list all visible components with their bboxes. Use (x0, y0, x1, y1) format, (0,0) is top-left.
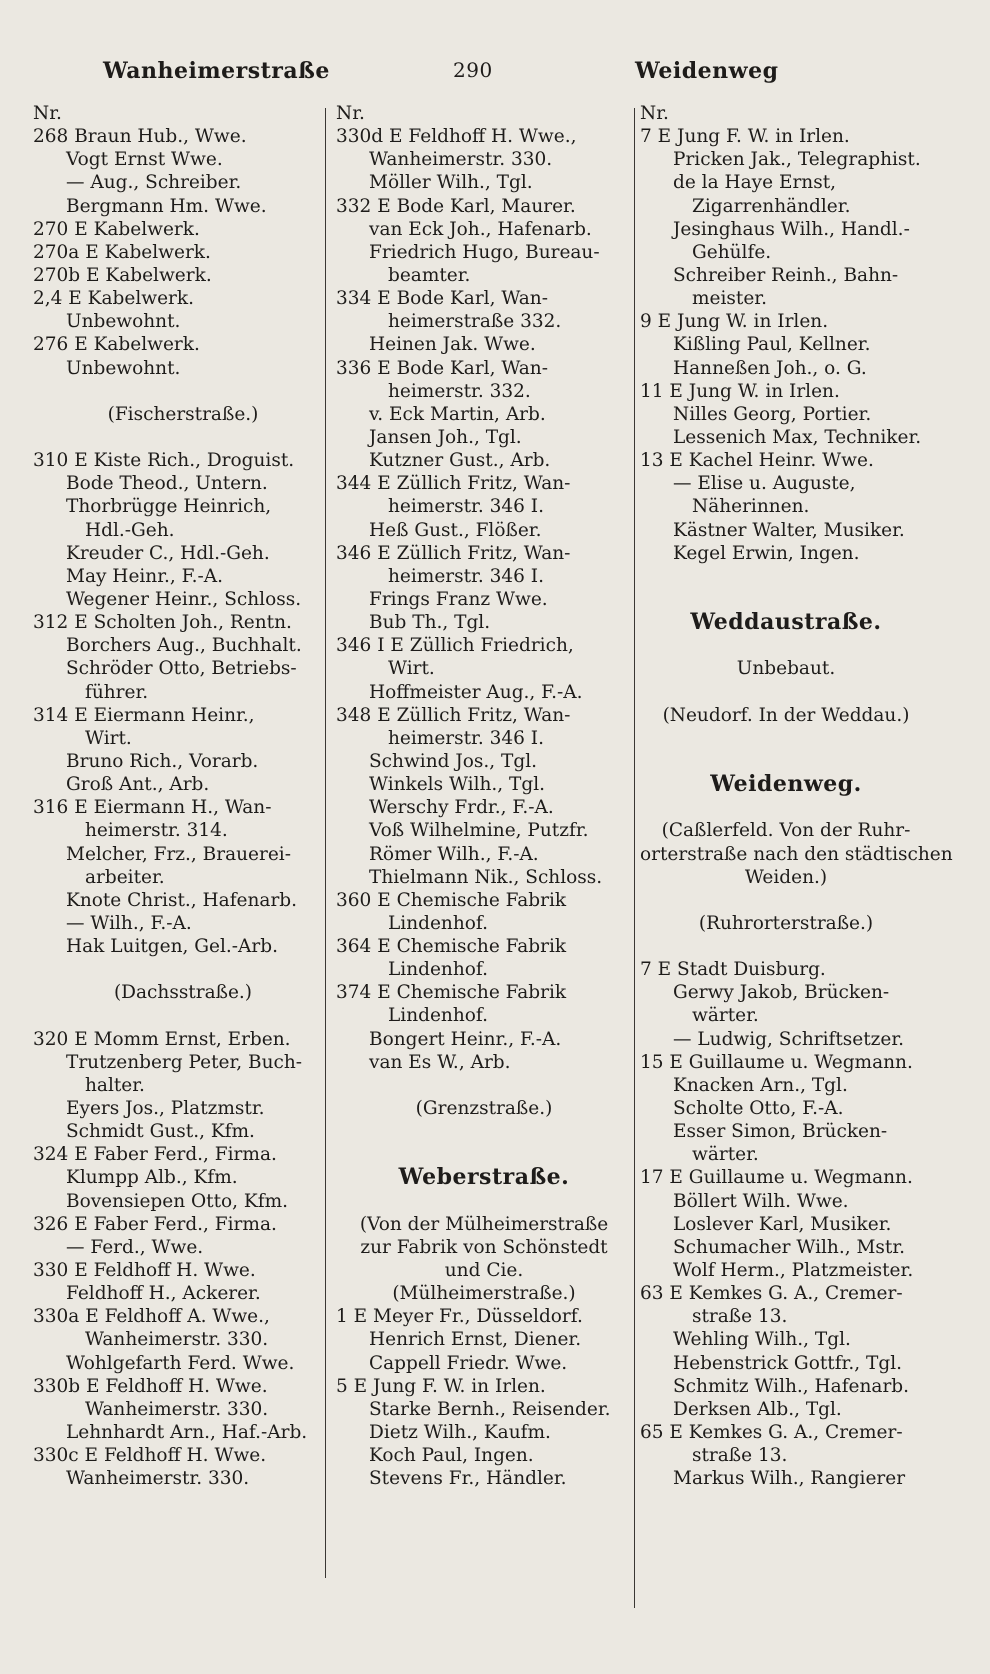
directory-line: 330b E Feldhoff H. Wwe. (33, 1375, 268, 1397)
directory-line: beamter. (388, 264, 471, 286)
directory-line: Bergmann Hm. Wwe. (66, 195, 267, 217)
directory-line: Schwind Jos., Tgl. (369, 750, 538, 772)
section-note: Weiden.) (744, 866, 828, 888)
section-note: (Fischerstraße.) (107, 403, 259, 425)
directory-line: Heinen Jak. Wwe. (369, 334, 536, 356)
directory-line: Cappell Friedr. Wwe. (369, 1352, 568, 1374)
blank-line (640, 889, 932, 912)
directory-line: de la Haye Ernst, (673, 172, 837, 194)
directory-line: Voß Wilhelmine, Putzfr. (369, 820, 589, 842)
directory-line: 5 E Jung F. W. in Irlen. (336, 1375, 546, 1397)
directory-line: 270b E Kabelwerk. (33, 264, 212, 286)
directory-line: Lindenhof. (388, 959, 488, 981)
directory-line: Bub Th., Tgl. (369, 612, 491, 634)
directory-line: Dietz Wilh., Kaufm. (369, 1422, 551, 1444)
directory-line: 270 E Kabelwerk. (33, 218, 200, 240)
blank-line (33, 426, 333, 449)
directory-line: Vogt Ernst Wwe. (66, 149, 223, 171)
directory-line: Jesinghaus Wilh., Handl.- (673, 218, 910, 240)
blank-line (640, 750, 932, 773)
directory-line: 11 E Jung W. in Irlen. (640, 380, 840, 402)
directory-line: Bovensiepen Otto, Kfm. (66, 1190, 289, 1212)
directory-line: Frings Franz Wwe. (369, 588, 548, 610)
directory-line: 63 E Kemkes G. A., Cremer- (640, 1283, 903, 1305)
directory-line: heimerstr. 346 I. (388, 496, 544, 518)
column-left (33, 102, 333, 1490)
directory-line: 330d E Feldhoff H. Wwe., (336, 126, 577, 148)
directory-line: 346 I E Züllich Friedrich, (336, 635, 574, 657)
section-note: (Caßlerfeld. Von der Ruhr- (661, 820, 911, 842)
directory-line: Thorbrügge Heinrich, (66, 496, 272, 518)
directory-line: straße 13. (692, 1306, 788, 1328)
directory-line: 1 E Meyer Fr., Düsseldorf. (336, 1306, 583, 1328)
blank-line (640, 588, 932, 611)
blank-line (336, 1074, 632, 1097)
directory-line: Borchers Aug., Buchhalt. (66, 635, 302, 657)
blank-line (640, 796, 932, 819)
directory-line: 316 E Eiermann H., Wan- (33, 797, 272, 819)
directory-line: 344 E Züllich Fritz, Wan- (336, 473, 571, 495)
section-note: (Mülheimerstraße.) (392, 1283, 576, 1305)
directory-line: Böllert Wilh. Wwe. (673, 1190, 849, 1212)
directory-line: führer. (85, 681, 149, 703)
directory-line: Hanneßen Joh., o. G. (673, 357, 867, 379)
directory-line: Nr. (33, 103, 62, 124)
section-note: (Ruhrorterstraße.) (698, 912, 874, 934)
directory-line: — Wilh., F.-A. (66, 912, 192, 934)
directory-line: 324 E Faber Ferd., Firma. (33, 1144, 277, 1166)
directory-line: Wolf Herm., Platzmeister. (673, 1260, 914, 1282)
directory-line: Scholte Otto, F.-A. (673, 1098, 844, 1120)
directory-line: — Elise u. Auguste, (673, 473, 856, 495)
directory-line: Feldhoff H., Ackerer. (66, 1283, 261, 1305)
blank-line (336, 1120, 632, 1143)
directory-line: 330a E Feldhoff A. Wwe., (33, 1306, 270, 1328)
directory-line: straße 13. (692, 1445, 788, 1467)
directory-line: 312 E Scholten Joh., Rentn. (33, 612, 292, 634)
directory-line: Nr. (640, 103, 669, 124)
directory-line: Wohlgefarth Ferd. Wwe. (66, 1352, 295, 1374)
directory-line: Römer Wilh., F.-A. (369, 843, 539, 865)
section-note: und Cie. (444, 1260, 524, 1282)
directory-line: Schmitz Wilh., Hafenarb. (673, 1375, 910, 1397)
directory-line: Schumacher Wilh., Mstr. (673, 1236, 906, 1258)
directory-line: Näherinnen. (692, 496, 810, 518)
directory-line: van Eck Joh., Hafenarb. (369, 218, 592, 240)
directory-line: 374 E Chemische Fabrik (336, 982, 567, 1004)
directory-line: 330c E Feldhoff H. Wwe. (33, 1445, 267, 1467)
directory-line: Kutzner Gust., Arb. (369, 450, 551, 472)
directory-line: Pricken Jak., Telegraphist. (673, 149, 921, 171)
directory-line: Hak Luitgen, Gel.-Arb. (66, 936, 278, 958)
directory-line: 268 Braun Hub., Wwe. (33, 126, 247, 148)
directory-line: Thielmann Nik., Schloss. (369, 866, 603, 888)
directory-line: Unbewohnt. (66, 357, 181, 379)
directory-line: Lessenich Max, Techniker. (673, 426, 922, 448)
blank-line (33, 1004, 333, 1027)
section-note: orterstraße nach den städtischen (640, 843, 953, 865)
directory-line: 334 E Bode Karl, Wan- (336, 288, 548, 310)
directory-line: Bode Theod., Untern. (66, 473, 268, 495)
section-note: Unbebaut. (736, 658, 836, 680)
directory-line: Werschy Frdr., F.-A. (369, 797, 554, 819)
directory-line: 7 E Jung F. W. in Irlen. (640, 126, 850, 148)
blank-line (33, 380, 333, 403)
blank-line (640, 634, 932, 657)
directory-line: Schreiber Reinh., Bahn- (673, 264, 899, 286)
directory-line: 7 E Stadt Duisburg. (640, 959, 826, 981)
directory-line: 330 E Feldhoff H. Wwe. (33, 1260, 256, 1282)
blank-line (640, 727, 932, 750)
directory-line: heimerstr. 314. (85, 820, 228, 842)
column-right (640, 102, 953, 1490)
directory-line: 346 E Züllich Fritz, Wan- (336, 542, 571, 564)
directory-line: 2,4 E Kabelwerk. (33, 288, 194, 310)
directory-line: heimerstr. 346 I. (388, 727, 544, 749)
column-middle (336, 102, 632, 1490)
section-note: zur Fabrik von Schönstedt (360, 1236, 608, 1258)
directory-line: 314 E Eiermann Heinr., (33, 704, 255, 726)
directory-line: Hoffmeister Aug., F.-A. (369, 681, 583, 703)
page-number: 290 (453, 58, 493, 82)
blank-line (640, 681, 932, 704)
directory-line: Hebenstrick Gottfr., Tgl. (673, 1352, 902, 1374)
directory-line: Wanheimerstr. 330. (369, 149, 553, 171)
directory-line: Markus Wilh., Rangierer (673, 1468, 906, 1490)
directory-line: Kästner Walter, Musiker. (673, 519, 905, 541)
directory-line: Jansen Joh., Tgl. (369, 426, 522, 448)
street-heading: Weidenweg. (710, 771, 862, 798)
directory-line: heimerstr. 346 I. (388, 565, 544, 587)
directory-line: 360 E Chemische Fabrik (336, 889, 567, 911)
directory-line: 13 E Kachel Heinr. Wwe. (640, 450, 874, 472)
directory-line: Melcher, Frz., Brauerei- (66, 843, 291, 865)
directory-line: halter. (85, 1074, 145, 1096)
directory-line: Starke Bernh., Reisender. (369, 1398, 611, 1420)
directory-line: Knacken Arn., Tgl. (673, 1074, 848, 1096)
directory-line: v. Eck Martin, Arb. (369, 403, 546, 425)
directory-line: 326 E Faber Ferd., Firma. (33, 1213, 277, 1235)
blank-line (640, 935, 932, 958)
directory-line: Eyers Jos., Platzmstr. (66, 1098, 265, 1120)
directory-line: Kißling Paul, Kellner. (673, 334, 871, 356)
directory-line: heimerstraße 332. (388, 311, 562, 333)
directory-line: Groß Ant., Arb. (66, 774, 210, 796)
directory-line: Hdl.-Geh. (85, 519, 175, 541)
directory-line: 65 E Kemkes G. A., Cremer- (640, 1422, 903, 1444)
blank-line (640, 565, 932, 588)
street-heading: Weberstraße. (398, 1164, 570, 1191)
directory-line: Unbewohnt. (66, 311, 181, 333)
directory-line: Wehling Wilh., Tgl. (673, 1329, 851, 1351)
directory-line: 336 E Bode Karl, Wan- (336, 357, 548, 379)
directory-line: Gehülfe. (692, 241, 772, 263)
directory-line: Bongert Heinr., F.-A. (369, 1028, 562, 1050)
directory-line: Nr. (336, 103, 365, 124)
directory-line: Zigarrenhändler. (692, 195, 851, 217)
directory-line: Kegel Erwin, Ingen. (673, 542, 860, 564)
directory-line: 17 E Guillaume u. Wegmann. (640, 1167, 913, 1189)
directory-line: arbeiter. (85, 866, 165, 888)
street-heading: Weddaustraße. (690, 609, 882, 636)
directory-line: 15 E Guillaume u. Wegmann. (640, 1051, 913, 1073)
directory-line: 364 E Chemische Fabrik (336, 936, 567, 958)
directory-line: Knote Christ., Hafenarb. (66, 889, 298, 911)
directory-line: Wirt. (388, 658, 435, 680)
directory-line: 332 E Bode Karl, Maurer. (336, 195, 576, 217)
directory-line: Wanheimerstr. 330. (85, 1398, 269, 1420)
directory-line: — Ludwig, Schriftsetzer. (673, 1028, 905, 1050)
section-note: (Neudorf. In der Weddau.) (662, 704, 910, 726)
directory-line: 270a E Kabelwerk. (33, 241, 211, 263)
directory-line: Derksen Alb., Tgl. (673, 1398, 842, 1420)
directory-line: Nilles Georg, Portier. (673, 403, 872, 425)
directory-line: 276 E Kabelwerk. (33, 334, 200, 356)
directory-line: Lehnhardt Arn., Haf.-Arb. (66, 1422, 308, 1444)
header-right-street: Weidenweg (635, 58, 779, 84)
directory-line: Schmidt Gust., Kfm. (66, 1121, 255, 1143)
directory-line: Koch Paul, Ingen. (369, 1445, 534, 1467)
directory-line: Friedrich Hugo, Bureau- (369, 241, 600, 263)
directory-line: Möller Wilh., Tgl. (369, 172, 533, 194)
directory-line: Heß Gust., Flößer. (369, 519, 542, 541)
directory-line: heimerstr. 332. (388, 380, 531, 402)
blank-line (336, 1143, 632, 1166)
directory-line: meister. (692, 288, 767, 310)
directory-line: Henrich Ernst, Diener. (369, 1329, 582, 1351)
directory-line: van Es W., Arb. (369, 1051, 511, 1073)
section-note: (Grenzstraße.) (415, 1098, 553, 1120)
directory-line: Kreuder C., Hdl.-Geh. (66, 542, 270, 564)
directory-line: Wanheimerstr. 330. (85, 1329, 269, 1351)
directory-line: Klumpp Alb., Kfm. (66, 1167, 238, 1189)
directory-line: Bruno Rich., Vorarb. (66, 750, 259, 772)
header-left-street: Wanheimerstraße (103, 58, 330, 84)
directory-line: 320 E Momm Ernst, Erben. (33, 1028, 291, 1050)
blank-line (336, 1190, 632, 1213)
directory-line: Lindenhof. (388, 1005, 488, 1027)
directory-line: Trutzenberg Peter, Buch- (66, 1051, 303, 1073)
directory-line: Lindenhof. (388, 912, 488, 934)
directory-line: Esser Simon, Brücken- (673, 1121, 888, 1143)
directory-line: Gerwy Jakob, Brücken- (673, 982, 890, 1004)
directory-line: Stevens Fr., Händler. (369, 1468, 567, 1490)
section-note: (Von der Mülheimerstraße (359, 1213, 609, 1235)
directory-line: Loslever Karl, Musiker. (673, 1213, 892, 1235)
directory-line: 9 E Jung W. in Irlen. (640, 311, 829, 333)
directory-line: Schröder Otto, Betriebs- (66, 658, 297, 680)
directory-line: Winkels Wilh., Tgl. (369, 774, 546, 796)
directory-line: Wirt. (85, 727, 132, 749)
blank-line (33, 958, 333, 981)
directory-line: — Ferd., Wwe. (66, 1236, 204, 1258)
directory-line: — Aug., Schreiber. (66, 172, 242, 194)
directory-line: Wanheimerstr. 330. (66, 1468, 250, 1490)
directory-line: May Heinr., F.-A. (66, 565, 223, 587)
directory-line: 348 E Züllich Fritz, Wan- (336, 704, 571, 726)
directory-line: Wegener Heinr., Schloss. (66, 588, 302, 610)
directory-line: wärter. (692, 1005, 759, 1027)
directory-line: wärter. (692, 1144, 759, 1166)
column-divider (634, 108, 635, 1608)
section-note: (Dachsstraße.) (113, 982, 253, 1004)
directory-line: 310 E Kiste Rich., Droguist. (33, 450, 295, 472)
